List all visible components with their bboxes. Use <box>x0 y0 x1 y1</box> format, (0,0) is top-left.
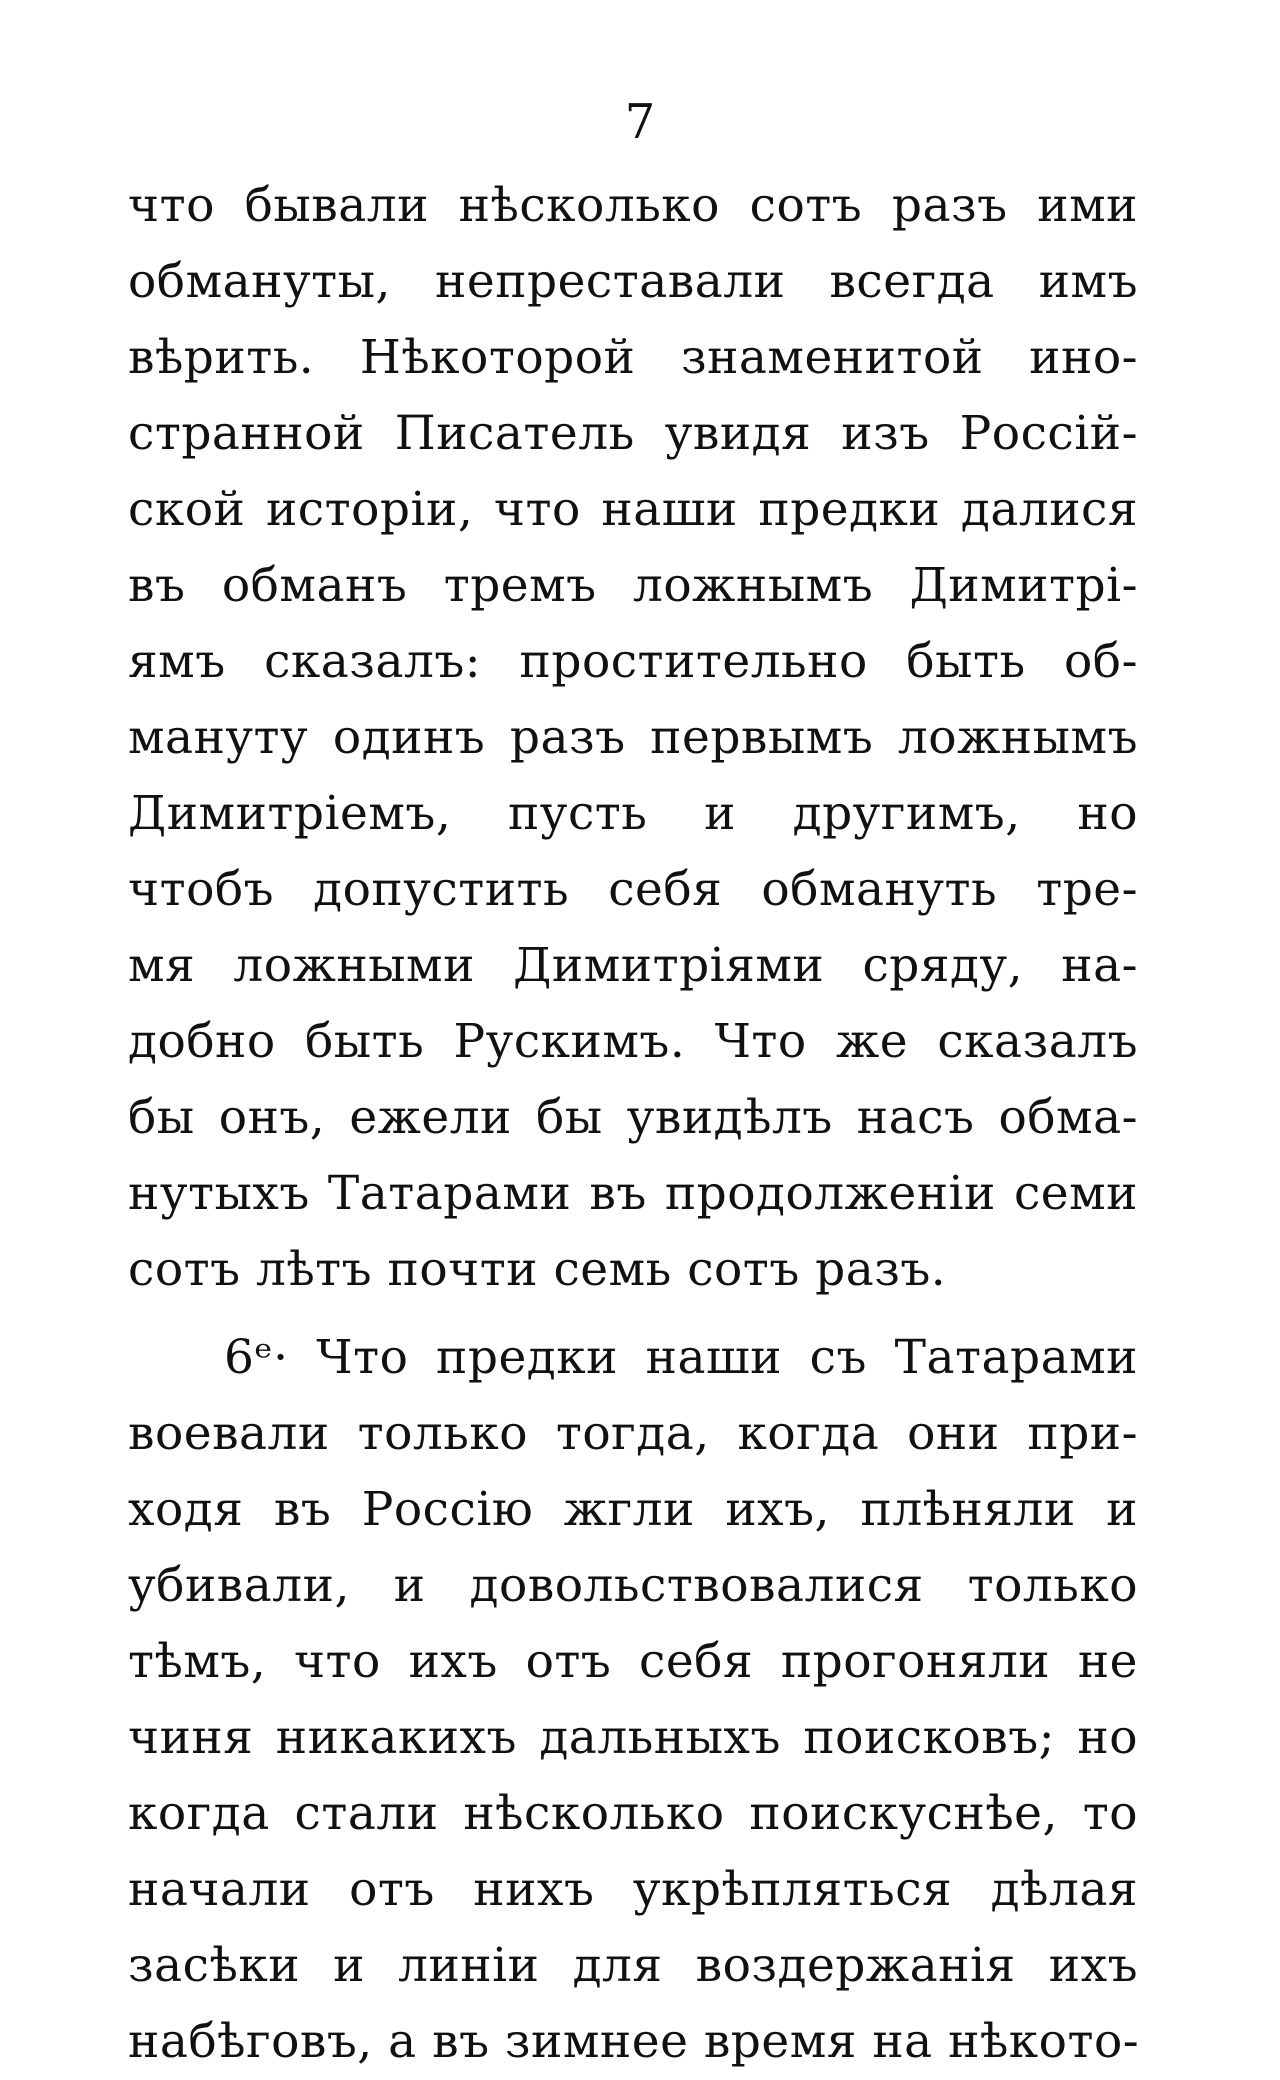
text-line: ской исторіи, что наши предки далися <box>128 482 1138 537</box>
text-line: начали отъ нихъ укрѣпляться дѣлая <box>128 1862 1138 1917</box>
paragraph-gap <box>128 1308 1138 1320</box>
text-line: добно быть Рускимъ. Что же сказалъ <box>128 1014 1138 1069</box>
text-line: ямъ сказалъ: простительно быть об- <box>128 634 1138 689</box>
text-line: ходя въ Россію жгли ихъ, плѣняли и <box>128 1482 1138 1537</box>
text-line: что бывали нѣсколько сотъ разъ ими <box>128 178 1138 233</box>
text-line: когда стали нѣсколько поискуснѣе, то <box>128 1786 1138 1841</box>
text-line: мануту одинъ разъ первымъ ложнымъ <box>128 710 1138 765</box>
paragraph <box>128 168 1138 1308</box>
text-line: обмануты, непреставали всегда имъ <box>128 254 1138 309</box>
text-line: нутыхъ Татарами въ продолженіи семи <box>128 1166 1138 1221</box>
text-line: чтобъ допустить себя обмануть тре- <box>128 862 1138 917</box>
text-line: въ обманъ тремъ ложнымъ Димитрі- <box>128 558 1138 613</box>
text-line: воевали только тогда, когда они при- <box>128 1406 1138 1461</box>
text-line: тѣмъ, что ихъ отъ себя прогоняли не <box>128 1634 1138 1689</box>
text-line: набѣговъ, а въ зимнее время на нѣкото- <box>128 2014 1140 2069</box>
page-number: 7 <box>624 94 656 150</box>
text-line: вѣрить. Нѣкоторой знаменитой ино- <box>128 330 1138 385</box>
text-line: 6ᵉ· Что предки наши съ Татарами <box>224 1330 1138 1385</box>
text-line: бы онъ, ежели бы увидѣлъ насъ обма- <box>128 1090 1138 1145</box>
text-line: чиня никакихъ дальныхъ поисковъ; но <box>128 1710 1138 1765</box>
page-text <box>128 168 1138 2080</box>
text-line: мя ложными Димитріями сряду, на- <box>128 938 1138 993</box>
text-line: странной Писатель увидя изъ Россій- <box>128 406 1138 461</box>
paragraph <box>128 1320 1138 2080</box>
text-line: засѣки и линіи для воздержанія ихъ <box>128 1938 1138 1993</box>
text-line: сотъ лѣтъ почти семь сотъ разъ. <box>128 1242 947 1297</box>
text-line: Димитріемъ, пусть и другимъ, но <box>128 786 1138 841</box>
text-line: убивали, и довольствовалися только <box>128 1558 1138 1613</box>
